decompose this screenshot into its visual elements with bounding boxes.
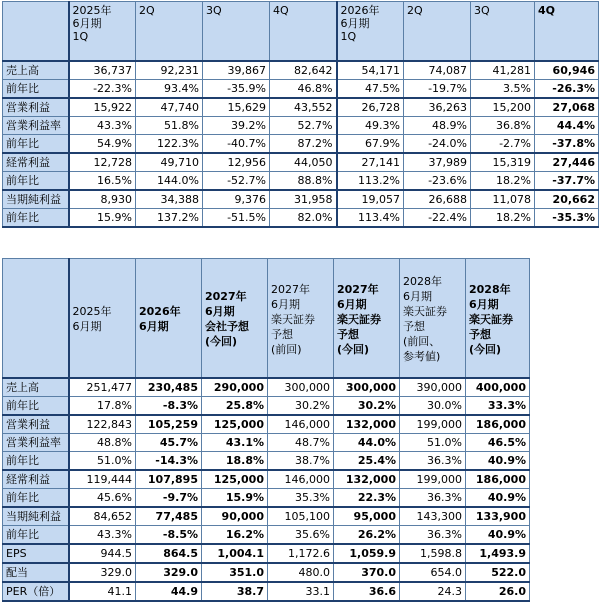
data-cell: 87.2% — [270, 135, 337, 154]
row-label: PER（倍） — [3, 582, 69, 601]
data-cell: 36,263 — [404, 98, 471, 117]
data-cell: 27,068 — [535, 98, 599, 117]
data-cell: 199,000 — [400, 415, 466, 434]
data-cell: 82.0% — [270, 209, 337, 228]
row-label: 前年比 — [3, 80, 69, 99]
data-cell: 88.8% — [270, 172, 337, 191]
table-row — [3, 80, 599, 99]
header-row — [3, 259, 530, 379]
data-cell: 12,728 — [69, 153, 136, 172]
data-cell: 864.5 — [136, 544, 202, 563]
data-cell: 37,989 — [404, 153, 471, 172]
data-cell: 15,319 — [471, 153, 535, 172]
data-cell: 41,281 — [471, 61, 535, 80]
data-cell: 300,000 — [334, 378, 400, 397]
data-cell: 11,078 — [471, 190, 535, 209]
data-cell: 33.3% — [466, 397, 530, 416]
data-cell: 24.3 — [400, 582, 466, 601]
row-label: 前年比 — [3, 397, 69, 416]
data-cell: 31,958 — [270, 190, 337, 209]
column-header: 2Q — [404, 2, 471, 62]
data-cell: 105,259 — [136, 415, 202, 434]
table-row — [3, 98, 599, 117]
column-header: 2028年 6月期 楽天証券 予想 (前回、 参考値) — [400, 259, 466, 379]
data-cell: 132,000 — [334, 415, 400, 434]
data-cell: -40.7% — [203, 135, 270, 154]
row-label: EPS — [3, 544, 69, 563]
data-cell: 43.3% — [69, 526, 136, 545]
data-cell: 67.9% — [337, 135, 404, 154]
data-cell: -23.6% — [404, 172, 471, 191]
data-cell: 26.0 — [466, 582, 530, 601]
data-cell: 12,956 — [203, 153, 270, 172]
row-label: 前年比 — [3, 135, 69, 154]
data-cell: 46.8% — [270, 80, 337, 99]
row-label: 前年比 — [3, 209, 69, 228]
data-cell: 43.3% — [69, 117, 136, 135]
data-cell: 199,000 — [400, 470, 466, 489]
data-cell: -22.3% — [69, 80, 136, 99]
data-cell: 125,000 — [202, 415, 268, 434]
data-cell: 20,662 — [535, 190, 599, 209]
data-cell: 26.2% — [334, 526, 400, 545]
data-cell: 54.9% — [69, 135, 136, 154]
data-cell: 36.6 — [334, 582, 400, 601]
data-cell: 46.5% — [466, 434, 530, 452]
data-cell: 17.8% — [69, 397, 136, 416]
column-header: 2026年 6月期 1Q — [337, 2, 404, 62]
data-cell: 40.9% — [466, 489, 530, 508]
data-cell: 51.0% — [400, 434, 466, 452]
table-row — [3, 61, 599, 80]
data-cell: 26,688 — [404, 190, 471, 209]
data-cell: 119,444 — [69, 470, 136, 489]
row-label: 営業利益 — [3, 415, 69, 434]
data-cell: 251,477 — [69, 378, 136, 397]
data-cell: 122,843 — [69, 415, 136, 434]
table-row — [3, 507, 530, 526]
data-cell: 43.1% — [202, 434, 268, 452]
data-cell: 113.2% — [337, 172, 404, 191]
table-row — [3, 135, 599, 154]
table-row — [3, 397, 530, 416]
data-cell: 36.3% — [400, 526, 466, 545]
data-cell: -8.5% — [136, 526, 202, 545]
data-cell: 1,172.6 — [268, 544, 334, 563]
row-label: 売上高 — [3, 61, 69, 80]
row-label: 前年比 — [3, 172, 69, 191]
data-cell: 146,000 — [268, 415, 334, 434]
data-cell: 40.9% — [466, 526, 530, 545]
data-cell: 39,867 — [203, 61, 270, 80]
data-cell: 186,000 — [466, 415, 530, 434]
data-cell: 125,000 — [202, 470, 268, 489]
data-cell: 290,000 — [202, 378, 268, 397]
data-cell: 49.3% — [337, 117, 404, 135]
data-cell: 390,000 — [400, 378, 466, 397]
table-row — [3, 470, 530, 489]
data-cell: 27,446 — [535, 153, 599, 172]
data-cell: 16.2% — [202, 526, 268, 545]
column-header: 2025年 6月期 — [69, 259, 136, 379]
data-cell: 51.0% — [69, 452, 136, 471]
table-row — [3, 434, 530, 452]
data-cell: 44.0% — [334, 434, 400, 452]
data-cell: 18.8% — [202, 452, 268, 471]
column-header: 3Q — [471, 2, 535, 62]
data-cell: -9.7% — [136, 489, 202, 508]
data-cell: 38.7 — [202, 582, 268, 601]
data-cell: 522.0 — [466, 563, 530, 582]
data-cell: 48.8% — [69, 434, 136, 452]
data-cell: 25.8% — [202, 397, 268, 416]
data-cell: 36.3% — [400, 489, 466, 508]
data-cell: 34,388 — [136, 190, 203, 209]
data-cell: 18.2% — [471, 172, 535, 191]
data-cell: 654.0 — [400, 563, 466, 582]
data-cell: 41.1 — [69, 582, 136, 601]
data-cell: 60,946 — [535, 61, 599, 80]
data-cell: 36,737 — [69, 61, 136, 80]
data-cell: 43,552 — [270, 98, 337, 117]
row-label: 経常利益 — [3, 153, 69, 172]
data-cell: 186,000 — [466, 470, 530, 489]
data-cell: 143,300 — [400, 507, 466, 526]
data-cell: 1,059.9 — [334, 544, 400, 563]
header-row — [3, 2, 599, 62]
row-label: 営業利益 — [3, 98, 69, 117]
data-cell: 105,100 — [268, 507, 334, 526]
annual-forecast-table — [2, 258, 530, 602]
data-cell: 9,376 — [203, 190, 270, 209]
data-cell: 49,710 — [136, 153, 203, 172]
data-cell: -14.3% — [136, 452, 202, 471]
data-cell: 44.4% — [535, 117, 599, 135]
data-cell: -37.8% — [535, 135, 599, 154]
data-cell: 35.6% — [268, 526, 334, 545]
data-cell: 39.2% — [203, 117, 270, 135]
data-cell: 74,087 — [404, 61, 471, 80]
data-cell: 19,057 — [337, 190, 404, 209]
data-cell: 15,629 — [203, 98, 270, 117]
data-cell: 36.3% — [400, 452, 466, 471]
data-cell: 18.2% — [471, 209, 535, 228]
data-cell: 230,485 — [136, 378, 202, 397]
row-label: 配当 — [3, 563, 69, 582]
data-cell: 92,231 — [136, 61, 203, 80]
data-cell: 122.3% — [136, 135, 203, 154]
table-row — [3, 526, 530, 545]
data-cell: 77,485 — [136, 507, 202, 526]
row-label: 前年比 — [3, 526, 69, 545]
data-cell: 300,000 — [268, 378, 334, 397]
data-cell: 48.9% — [404, 117, 471, 135]
data-cell: 52.7% — [270, 117, 337, 135]
table-row — [3, 582, 530, 601]
data-cell: 133,900 — [466, 507, 530, 526]
data-cell: -22.4% — [404, 209, 471, 228]
data-cell: 30.0% — [400, 397, 466, 416]
row-label: 当期純利益 — [3, 190, 69, 209]
column-header: 2028年 6月期 楽天証券 予想 (今回) — [466, 259, 530, 379]
column-header: 2027年 6月期 会社予想 (今回) — [202, 259, 268, 379]
table-row — [3, 209, 599, 228]
data-cell: 137.2% — [136, 209, 203, 228]
column-header: 2027年 6月期 楽天証券 予想 (今回) — [334, 259, 400, 379]
data-cell: -24.0% — [404, 135, 471, 154]
row-label: 営業利益率 — [3, 117, 69, 135]
data-cell: 47,740 — [136, 98, 203, 117]
data-cell: 1,493.9 — [466, 544, 530, 563]
table-row — [3, 117, 599, 135]
data-cell: 35.3% — [268, 489, 334, 508]
data-cell: 22.3% — [334, 489, 400, 508]
data-cell: -26.3% — [535, 80, 599, 99]
table-row — [3, 172, 599, 191]
data-cell: 38.7% — [268, 452, 334, 471]
data-cell: 33.1 — [268, 582, 334, 601]
row-label: 経常利益 — [3, 470, 69, 489]
row-label: 営業利益率 — [3, 434, 69, 452]
table-row — [3, 452, 530, 471]
column-header: 4Q — [270, 2, 337, 62]
data-cell: 27,141 — [337, 153, 404, 172]
column-header: 2027年 6月期 楽天証券 予想 (前回) — [268, 259, 334, 379]
data-cell: 15.9% — [69, 209, 136, 228]
data-cell: 107,895 — [136, 470, 202, 489]
data-cell: -19.7% — [404, 80, 471, 99]
data-cell: 47.5% — [337, 80, 404, 99]
data-cell: 45.7% — [136, 434, 202, 452]
table-row — [3, 415, 530, 434]
column-header: 2025年 6月期 1Q — [69, 2, 136, 62]
column-header: 3Q — [203, 2, 270, 62]
row-label: 当期純利益 — [3, 507, 69, 526]
data-cell: 400,000 — [466, 378, 530, 397]
data-cell: 1,598.8 — [400, 544, 466, 563]
data-cell: 329.0 — [136, 563, 202, 582]
corner-cell — [3, 2, 69, 62]
data-cell: 84,652 — [69, 507, 136, 526]
data-cell: 54,171 — [337, 61, 404, 80]
data-cell: -35.9% — [203, 80, 270, 99]
data-cell: 1,004.1 — [202, 544, 268, 563]
data-cell: 90,000 — [202, 507, 268, 526]
table-row — [3, 153, 599, 172]
row-label: 売上高 — [3, 378, 69, 397]
table-row — [3, 544, 530, 563]
data-cell: 45.6% — [69, 489, 136, 508]
table-row — [3, 190, 599, 209]
data-cell: 351.0 — [202, 563, 268, 582]
data-cell: 51.8% — [136, 117, 203, 135]
data-cell: 15.9% — [202, 489, 268, 508]
data-cell: 82,642 — [270, 61, 337, 80]
data-cell: 36.8% — [471, 117, 535, 135]
data-cell: -35.3% — [535, 209, 599, 228]
data-cell: 30.2% — [268, 397, 334, 416]
data-cell: 40.9% — [466, 452, 530, 471]
column-header: 2026年 6月期 — [136, 259, 202, 379]
data-cell: 370.0 — [334, 563, 400, 582]
data-cell: 93.4% — [136, 80, 203, 99]
data-cell: 144.0% — [136, 172, 203, 191]
data-cell: -8.3% — [136, 397, 202, 416]
data-cell: -51.5% — [203, 209, 270, 228]
data-cell: -37.7% — [535, 172, 599, 191]
data-cell: -2.7% — [471, 135, 535, 154]
column-header: 4Q — [535, 2, 599, 62]
data-cell: 944.5 — [69, 544, 136, 563]
data-cell: 15,922 — [69, 98, 136, 117]
data-cell: 8,930 — [69, 190, 136, 209]
column-header: 2Q — [136, 2, 203, 62]
row-label: 前年比 — [3, 452, 69, 471]
data-cell: 48.7% — [268, 434, 334, 452]
data-cell: 44.9 — [136, 582, 202, 601]
data-cell: 329.0 — [69, 563, 136, 582]
table-row — [3, 563, 530, 582]
data-cell: 95,000 — [334, 507, 400, 526]
data-cell: 480.0 — [268, 563, 334, 582]
data-cell: 15,200 — [471, 98, 535, 117]
data-cell: 26,728 — [337, 98, 404, 117]
data-cell: 44,050 — [270, 153, 337, 172]
table-row — [3, 378, 530, 397]
table-row — [3, 489, 530, 508]
data-cell: 16.5% — [69, 172, 136, 191]
corner-cell — [3, 259, 69, 379]
data-cell: 146,000 — [268, 470, 334, 489]
data-cell: -52.7% — [203, 172, 270, 191]
data-cell: 113.4% — [337, 209, 404, 228]
row-label: 前年比 — [3, 489, 69, 508]
quarterly-results-table — [2, 1, 599, 228]
data-cell: 132,000 — [334, 470, 400, 489]
data-cell: 30.2% — [334, 397, 400, 416]
data-cell: 3.5% — [471, 80, 535, 99]
data-cell: 25.4% — [334, 452, 400, 471]
